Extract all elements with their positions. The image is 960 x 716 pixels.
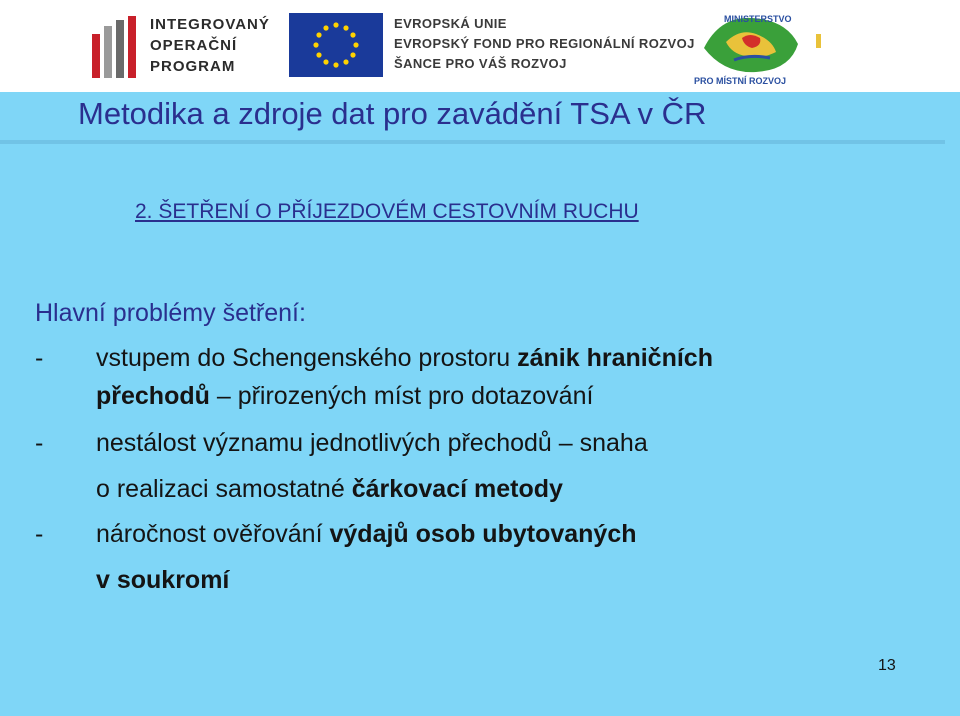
bullet-text: nestálost významu jednotlivých přechodů – snaha	[96, 429, 648, 457]
eu-text-line: EVROPSKÝ FOND PRO REGIONÁLNÍ ROZVOJ	[394, 36, 695, 51]
bullet-emphasis: výdajů osob ubytovaných	[329, 520, 637, 548]
bullet-text: náročnost ověřování	[96, 520, 330, 548]
logo-accent-mark	[816, 34, 821, 48]
bullet-text: – přirozených míst pro dotazování	[209, 382, 594, 410]
title-divider	[0, 140, 945, 144]
bullet-1-line-1	[96, 344, 713, 373]
bullet-emphasis: čárkovací metody	[351, 475, 563, 503]
bullet-3-line-2	[96, 566, 229, 595]
eu-flag-icon	[289, 13, 383, 77]
eu-text-line: ŠANCE PRO VÁŠ ROZVOJ	[394, 56, 567, 71]
page-number: 13	[878, 657, 896, 674]
mmr-logo-icon	[690, 8, 812, 86]
iop-logo-line: INTEGROVANÝ	[150, 16, 270, 33]
logo-header	[0, 0, 960, 92]
slide-body	[0, 92, 960, 716]
mmr-logo-text-bottom: PRO MÍSTNÍ ROZVOJ	[694, 76, 787, 86]
bullet-dash: -	[35, 344, 44, 372]
slide-title: Metodika a zdroje dat pro zavádění TSA v ČR	[78, 96, 707, 131]
bullet-text: vstupem do Schengenského prostoru	[96, 344, 518, 372]
eu-logo-text	[394, 14, 695, 74]
iop-logo-icon	[92, 16, 136, 78]
bullet-emphasis: zánik hraničních	[517, 344, 713, 372]
iop-logo-line: OPERAČNÍ	[150, 37, 238, 54]
bullet-3-line-1	[96, 520, 637, 549]
bullet-emphasis: v soukromí	[96, 566, 230, 594]
section-heading: 2. ŠETŘENÍ O PŘÍJEZDOVÉM CESTOVNÍM RUCHU	[135, 200, 639, 223]
iop-logo-text	[150, 14, 270, 77]
bullet-1-line-2	[96, 382, 593, 411]
bullet-2-line-2	[96, 475, 563, 504]
lead-text: Hlavní problémy šetření:	[35, 299, 306, 327]
bullet-dash: -	[35, 429, 44, 457]
title-bar	[0, 92, 960, 142]
bullet-text: o realizaci samostatné	[96, 475, 352, 503]
bullet-dash: -	[35, 520, 44, 548]
iop-logo-line: PROGRAM	[150, 58, 236, 75]
eu-text-line: EVROPSKÁ UNIE	[394, 16, 507, 31]
bullet-2-line-1	[96, 429, 648, 458]
bullet-emphasis: přechodů	[96, 382, 210, 410]
mmr-logo-text-top: MINISTERSTVO	[724, 14, 792, 24]
